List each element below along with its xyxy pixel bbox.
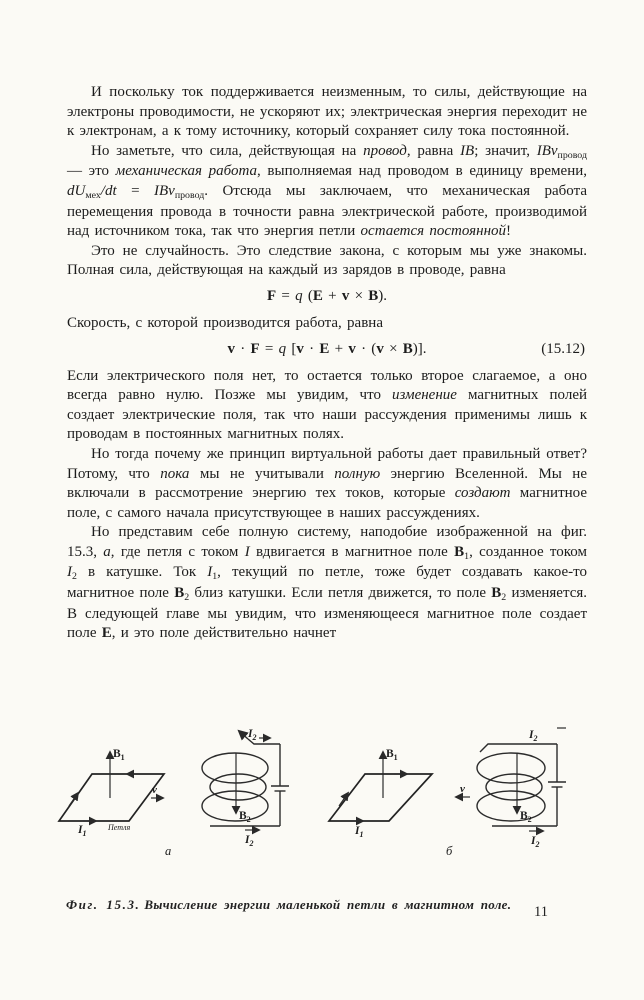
equation-number: (15.12) <box>541 340 585 357</box>
equation: v · F = q [v · E + v · (v × B)]. (15.12) <box>227 340 585 357</box>
label-b1-a: $B_1$ <box>113 748 125 762</box>
figure-caption-label: Фиг. 15.3. <box>66 897 141 912</box>
paragraph: Но тогда почему же принцип виртуальной работы дает правильный ответ? Потому, что пока мы не учитывали полную энергию Вселенной. Мы не включали в рассмотрение энергию тех токов, которые создают магнитное поле, с самого начала присутствующее в наших рассуждениях. <box>67 445 587 521</box>
loop-a <box>59 748 164 838</box>
paragraph: Если электрического поля нет, то остается только второе слагаемое, а оно всегда равно нулю. Позже мы увидим, что изменение магнитных полей создает электрические поля, так что наши рассуждения применимы лишь к проводам в постоянных магнитных полях. <box>67 367 588 443</box>
label-i2-bottom-a: $I_2$ <box>245 834 254 848</box>
text-column <box>67 83 587 644</box>
paragraph: И поскольку ток поддерживается неизменным, то силы, действующие на электроны проводимости, не ускоряют их; электрическая энергия переходит не к электронам, а к тому источнику, который сохраняет силу тока постоянной. <box>67 84 587 140</box>
label-b1-b: $B_1$ <box>386 748 398 762</box>
label-i1-b: $I_1$ <box>355 825 364 839</box>
label-v-a: v <box>152 784 157 796</box>
loop-b <box>329 748 432 839</box>
label-i2-top-b: $I_2$ <box>529 729 538 743</box>
figure-drawing <box>52 726 592 892</box>
label-loop: Петля <box>108 823 131 832</box>
coil-b <box>456 728 566 849</box>
panel-label-b: б <box>446 844 453 858</box>
coil-a <box>202 728 289 848</box>
paragraph: Но представим себе полную систему, наподобие изображенной на фиг. 15.3, а, где петля с током I вдвигается в магнитное поле B1, созданное током I2 в катушке. Ток I1, текущий по петле, тоже будет создавать какое-то магнитное поле B2 близ катушки. Если петля движется, то поле B2 изменяется. В следующей главе мы увидим, что изменяющееся магнитное поле создает поле E, и это поле действительно начнет <box>67 524 588 642</box>
paragraph: Скорость, с которой производится работа, равна <box>67 314 383 331</box>
figure-caption <box>66 897 556 913</box>
paragraph: Но заметьте, что сила, действующая на провод, равна IB; значит, IBvпровод — это механическая работа, выполняемая над проводом в единицу времени, dUмех/dt = IBvпровод. Отсюда мы заключаем, что механическая работа перемещения провода в точности равна электрической работе, производимой над источником тока, так что энергия петли остается постоянной! <box>67 142 587 240</box>
label-b2-a: $B_2$ <box>239 810 251 824</box>
label-i2-top-a: $I_2$ <box>248 728 257 742</box>
label-i1-a: $I_1$ <box>78 824 87 838</box>
label-v-b: v <box>460 783 465 795</box>
panel-label-a: а <box>165 844 172 858</box>
figure-caption-text: Вычисление энергии маленькой петли в магнитном поле. <box>144 897 512 912</box>
equation: F = q (E + v × B). <box>266 287 388 304</box>
page-number: 11 <box>534 904 548 920</box>
label-b2-b: $B_2$ <box>520 810 532 824</box>
label-i2-bottom-b: $I_2$ <box>531 835 540 849</box>
figure-15-3 <box>52 726 592 892</box>
paragraph: Это не случайность. Это следствие закона, с которым мы уже знакомы. Полная сила, действующая на каждый из зарядов в проводе, равна <box>67 242 587 279</box>
